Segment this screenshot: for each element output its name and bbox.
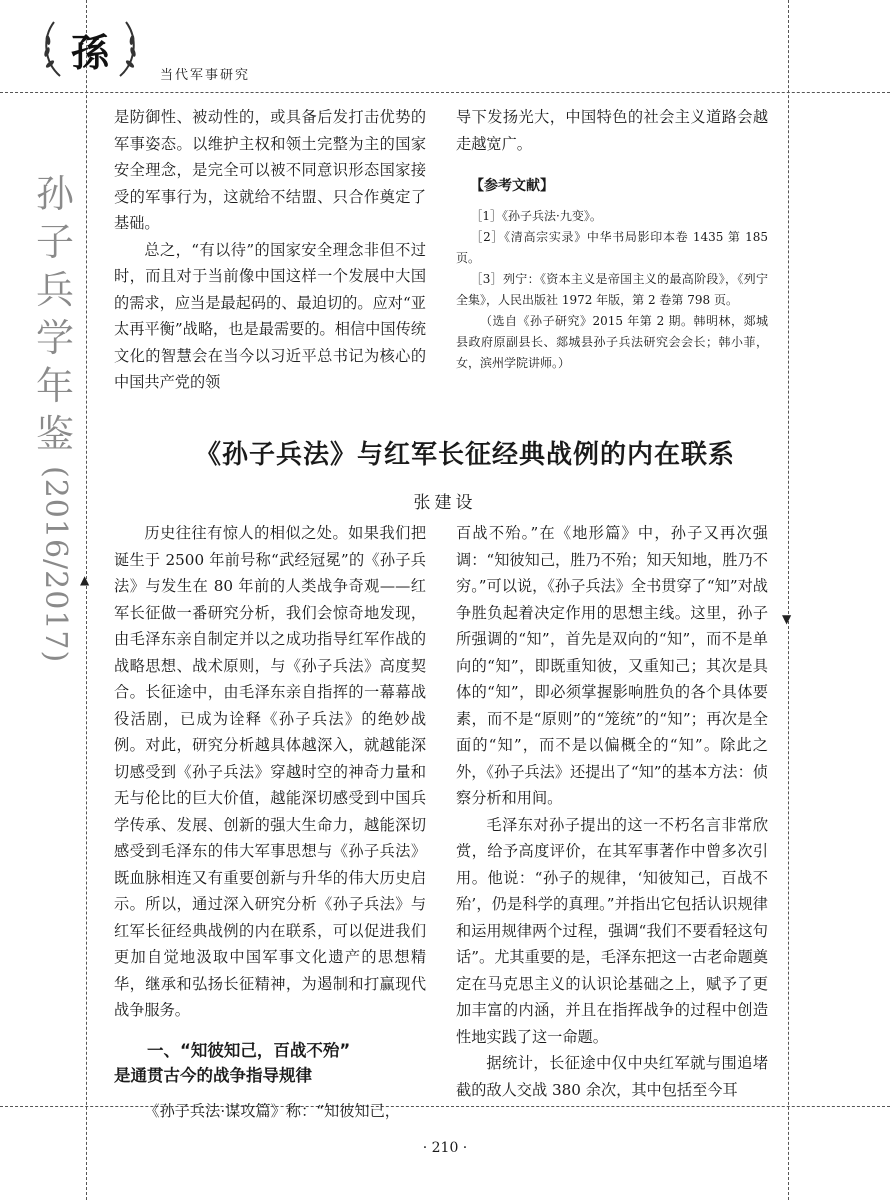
article-left-column [114,520,426,1124]
sidebar-years: (2016/2017) [38,466,73,664]
logo-glyph: 孫 [70,30,110,75]
body-paragraph: 据统计，长征途中仅中央红军就与围追堵截的敌人交战 380 余次，其中包括至今耳 [456,1054,768,1099]
source-note: （选自《孙子研究》2015 年第 2 期。韩明林，郯城县政府原副县长、郯城县孙子兵法研究会会长；韩小菲，女，滨州学院讲师。） [456,313,768,370]
references-heading: 【参考文献】 [470,178,554,194]
section-heading-line: 是通贯古今的战争指导规律 [114,1065,312,1085]
up-arrow-icon: ▲ [80,573,90,587]
sidebar-char: 兵 [35,268,74,312]
body-paragraph: 是防御性、被动性的，或具备后发打击优势的军事姿态。以维护主权和领土完整为主的国家安全理念，是完全可以被不同意识形态国家接受的军事行为，这就给不结盟、只合作奠定了基础。 [114,108,426,232]
left-margin-guide [86,0,87,1200]
article-right-column [456,520,768,1103]
body-paragraph: 《孙子兵法·谋攻篇》称：“知彼知己， [144,1101,400,1120]
previous-article-right-column [456,104,768,374]
reference-item: ［3］列宁：《资本主义是帝国主义的最高阶段》，《列宁全集》，人民出版社 1972 年版，第 2 卷第 798 页。 [456,271,768,307]
sidebar-char: 鉴 [35,412,74,456]
body-paragraph: 历史往往有惊人的相似之处。如果我们把诞生于 2500 年前号称“武经冠冕”的《孙子兵法》与发生在 80 年前的人类战争奇观——红军长征做一番研究分析，我们会惊奇地发现，由毛泽东亲自制定并以之成功指导红军作战的战略思想、战术原则，与《孙子兵法》高度契合。长征途中，由毛泽东亲自指挥的一幕幕战役活剧，已成为诠释《孙子兵法》的绝妙战例。对此，研究分析越具体越深入，就越能深切感受到《孙子兵法》穿越时空的神奇力量和无与伦比的巨大价值，越能深切感受到中国兵学传承、发展、创新的强大生命力，越能深切感受到毛泽东的伟大军事思想与《孙子兵法》既血脉相连又有重要创新与升华的伟大历史启示。所以，通过深入研究分析《孙子兵法》与红军长征经典战例的内在联系，可以促进我们更加自觉地汲取中国军事文化遗产的思想精华，继承和弘扬长征精神，为遏制和打赢现代战争服务。 [114,524,426,1019]
article-title: 《孙子兵法》与红军长征经典战例的内在联系 [194,440,735,470]
yearbook-sidebar-title [28,170,82,663]
body-paragraph: 百战不殆。”在《地形篇》中，孙子又再次强调：“知彼知己，胜乃不殆；知天知地，胜乃不穷。”可以说，《孙子兵法》全书贯穿了“知”对战争胜负起着决定作用的思想主线。这里，孙子所强调的“知”，首先是双向的“知”，而不是单向的“知”，即既重知彼，又重知己；其次是具体的“知”，即必须掌握影响胜负的各个具体要素，而不是“原则”的“笼统”的“知”；再次是全面的“知”，而不是以偏概全的“知”。除此之外，《孙子兵法》还提出了“知”的基本方法：侦察分析和用间。 [456,524,768,807]
sidebar-char: 孙 [35,172,74,216]
body-paragraph: 总之，“有以待”的国家安全理念非但不过时，而且对于当前像中国这样一个发展中大国的需求，应当是最起码的、最迫切的。应对“亚太再平衡”战略，也是最需要的。相信中国传统文化的智慧会在当今以习近平总书记为核心的中国共产党的领 [114,240,426,391]
journal-title: 当代军事研究 [160,68,251,83]
journal-logo [38,16,142,84]
right-margin-guide [788,0,789,1200]
article-author: 张建设 [413,493,477,513]
top-margin-guide [0,92,890,93]
body-paragraph: 导下发扬光大，中国特色的社会主义道路会越走越宽广。 [456,108,768,153]
page-number: · 210 · [422,1140,468,1156]
down-arrow-icon: ▼ [782,612,792,626]
sidebar-char: 年 [35,364,74,408]
body-paragraph: 毛泽东对孙子提出的这一不朽名言非常欣赏，给予高度评价，在其军事著作中曾多次引用。他说：“孙子的规律，‘知彼知己，百战不殆’，仍是科学的真理。”并指出它包括认识规律和运用规律两个过程，强调“我们不要看轻这句话”。尤其重要的是，毛泽东把这一古老命题奠定在马克思主义的认识论基础之上，赋予了更加丰富的内涵，并且在指挥战争的过程中创造性地实践了这一命题。 [456,815,768,1046]
reference-item: ［2］《清高宗实录》中华书局影印本卷 1435 第 185 页。 [456,229,768,265]
sidebar-char: 学 [35,316,74,360]
section-heading [114,1038,426,1088]
reference-item: ［1］《孙子兵法·九变》。 [470,208,602,223]
section-heading-line: 一、“知彼知己，百战不殆” [147,1040,351,1060]
previous-article-left-column [114,104,426,396]
sidebar-char: 子 [35,220,74,264]
